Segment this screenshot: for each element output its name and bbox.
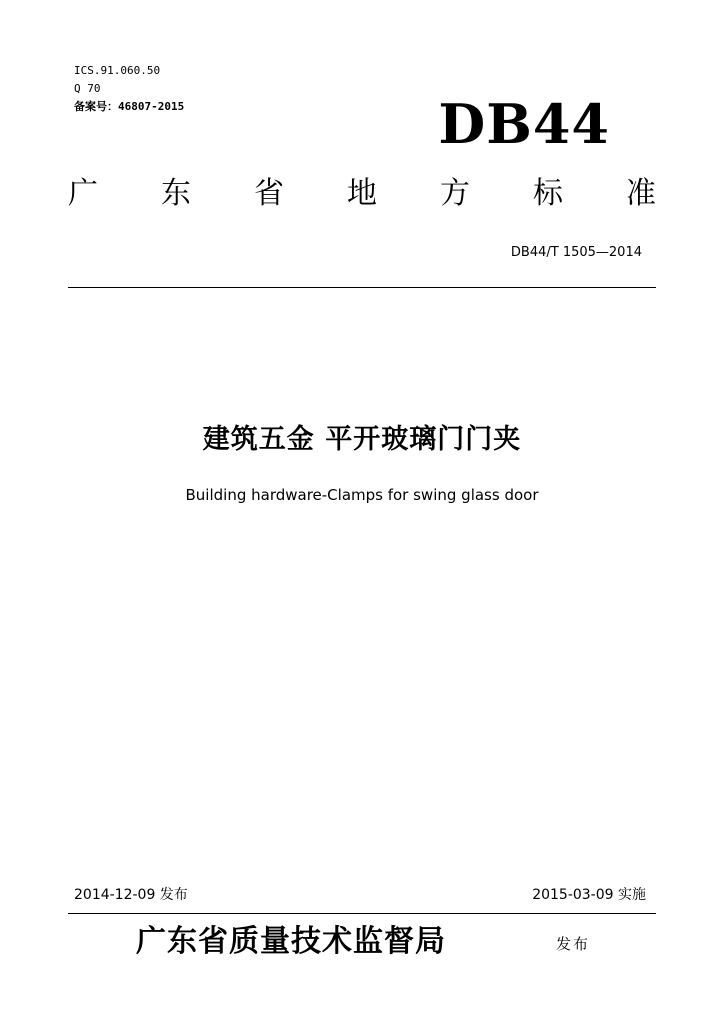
standard-type-char: 广 xyxy=(68,176,98,211)
standard-type-char: 标 xyxy=(533,176,563,211)
standard-number: DB44/T 1505—2014 xyxy=(510,245,642,260)
bottom-divider xyxy=(68,913,656,914)
issued-label: 发布 xyxy=(556,935,591,953)
standard-type-char: 东 xyxy=(161,176,191,211)
document-title-english: Building hardware-Clamps for swing glass door xyxy=(185,486,539,504)
standard-type-char: 方 xyxy=(440,176,470,211)
standard-type-char: 地 xyxy=(347,176,377,211)
document-title-chinese: 建筑五金 平开玻璃门门夹 xyxy=(202,424,522,455)
standard-type-char: 准 xyxy=(626,176,656,211)
ics-code: ICS.91.060.50 xyxy=(74,64,161,77)
implementation-date: 2015-03-09 实施 xyxy=(532,887,646,903)
standard-type-char: 省 xyxy=(254,176,284,211)
top-divider xyxy=(68,287,656,288)
standard-mark: DB44 xyxy=(438,92,610,156)
issuing-authority: 广东省质量技术监督局 xyxy=(136,924,446,959)
standard-type-heading xyxy=(68,174,656,214)
filing-number: 备案号：46807-2015 xyxy=(74,100,185,113)
issue-date: 2014-12-09 发布 xyxy=(74,887,188,903)
ccs-code: Q 70 xyxy=(74,82,101,95)
